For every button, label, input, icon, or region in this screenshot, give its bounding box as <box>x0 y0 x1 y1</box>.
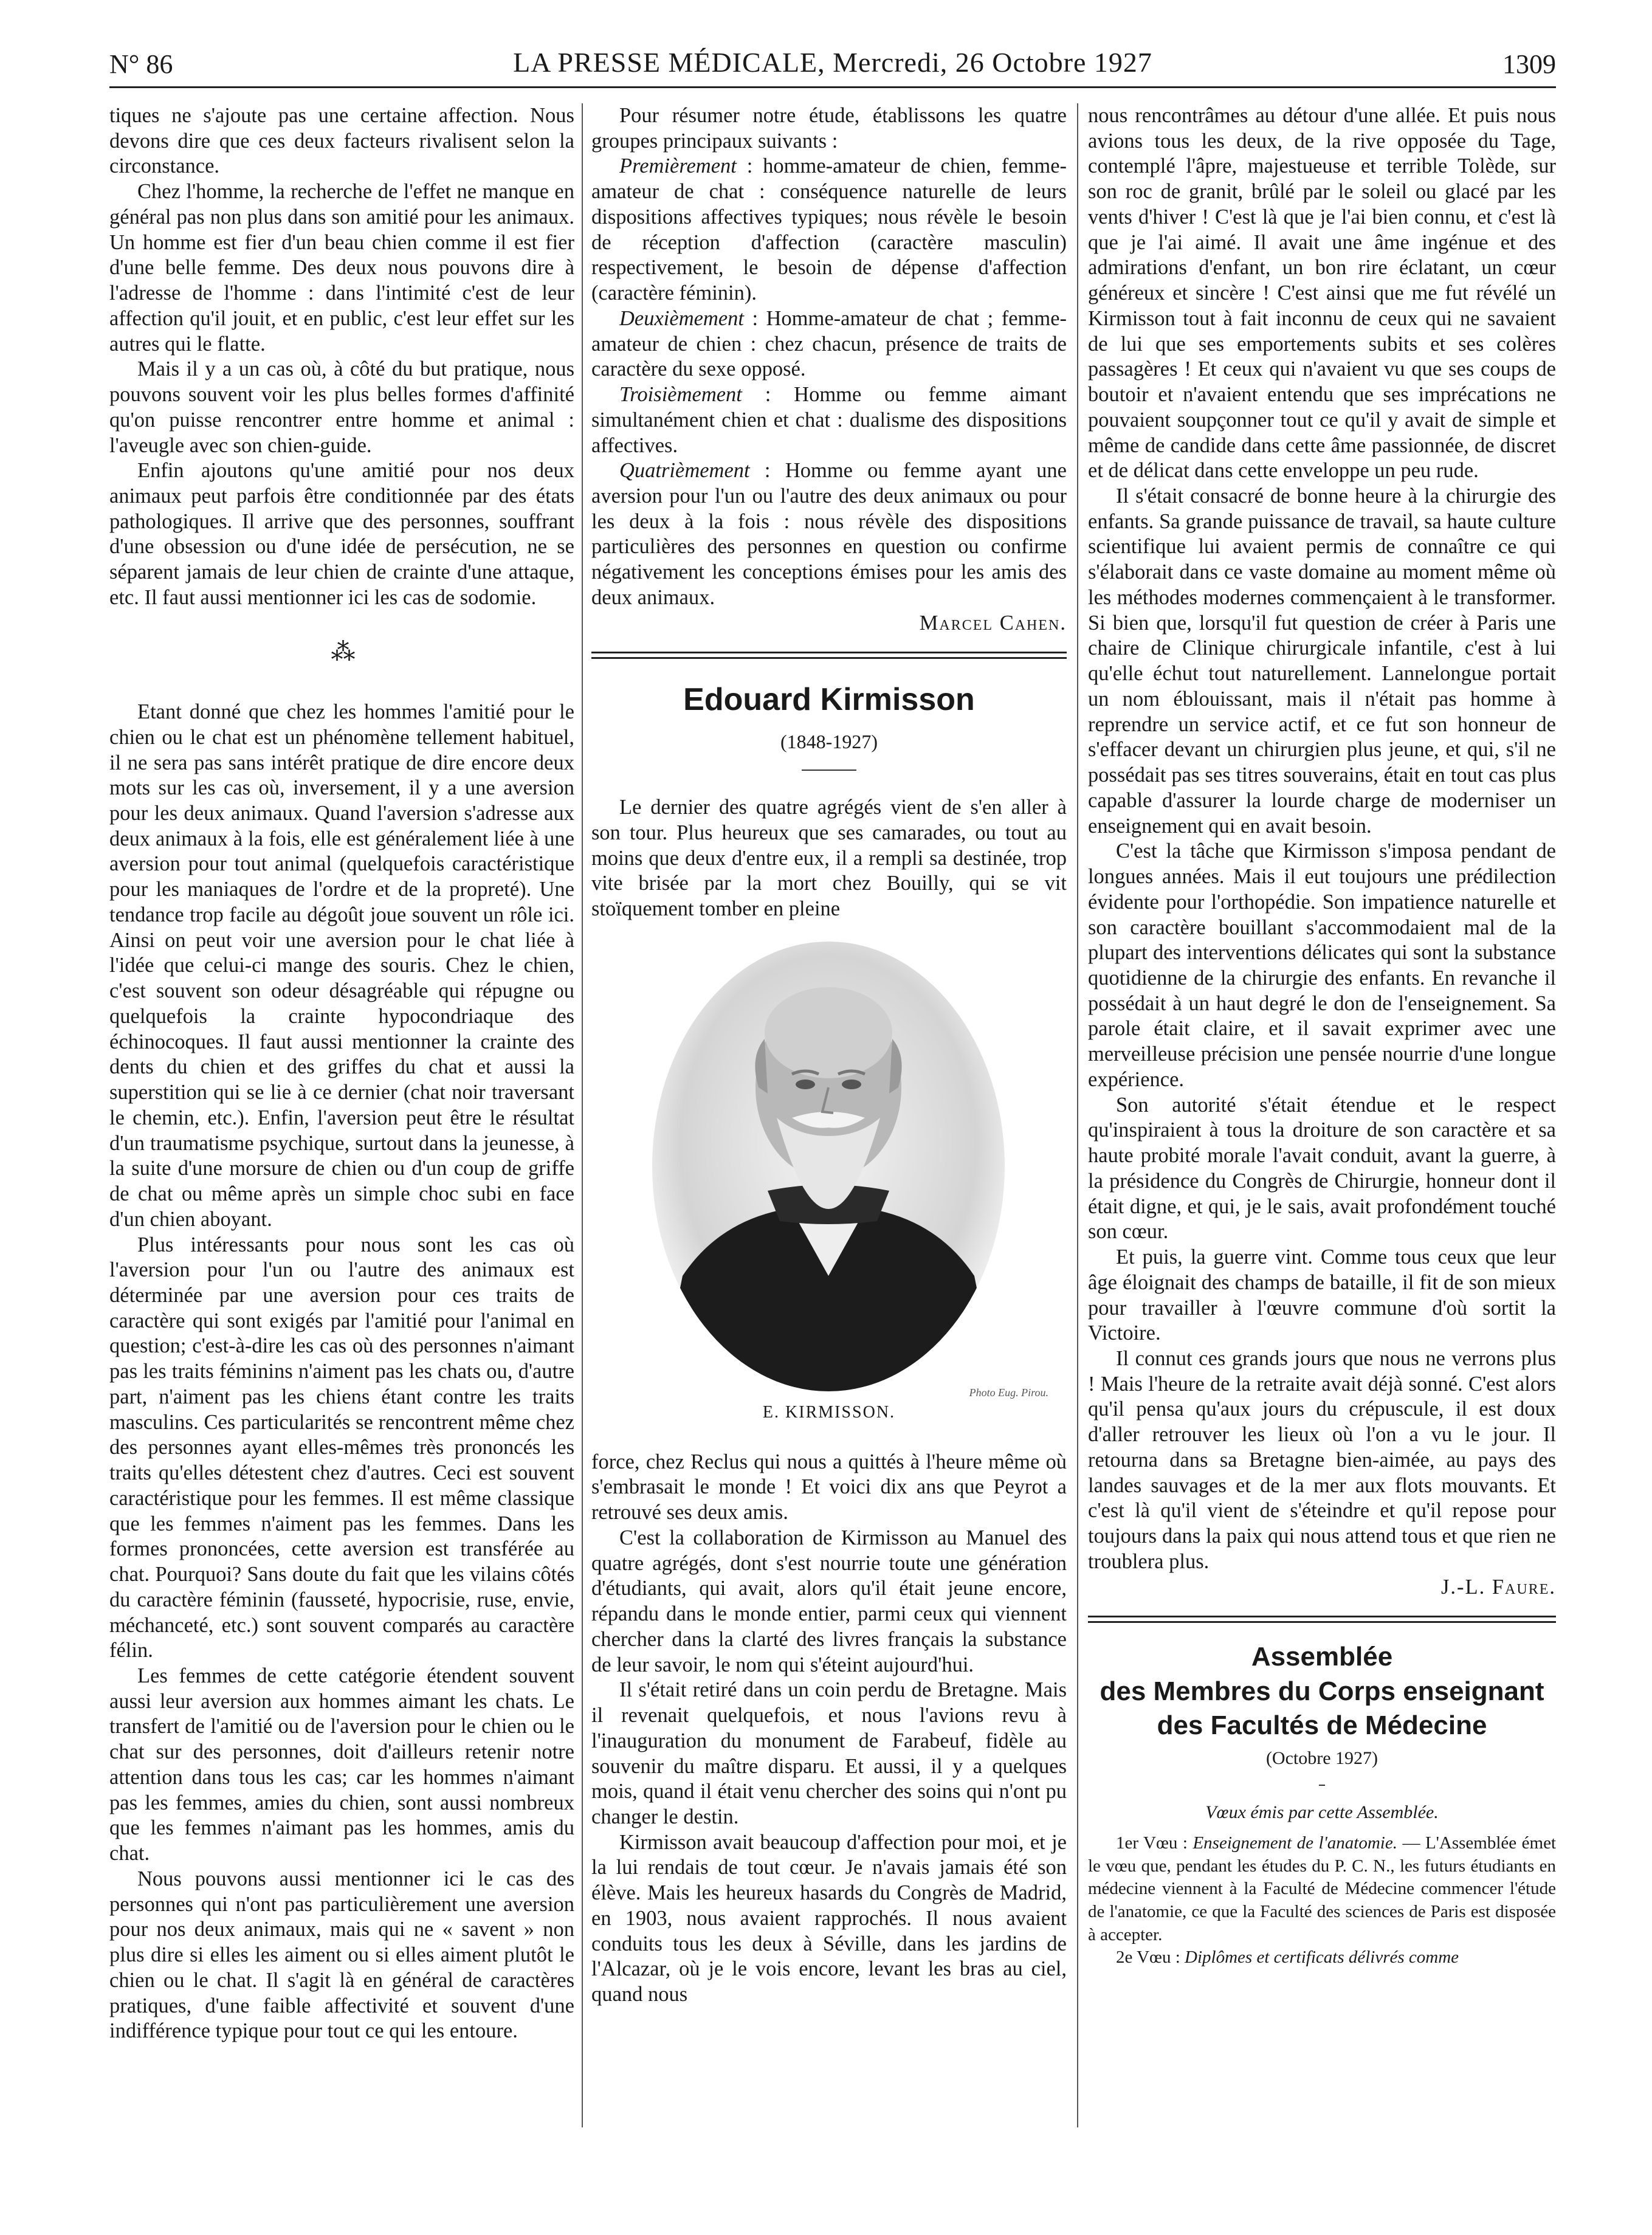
column-3 <box>1088 103 1556 1969</box>
column-1 <box>109 103 574 2044</box>
author-signature: Marcel Cahen. <box>919 611 1067 635</box>
voeu-number: 1er Vœu <box>1116 1833 1178 1853</box>
paragraph: force, chez Reclus qui nous a quittés à l'heure même où s'embrasait le monde ! Et voici dix ans que Peyrot a retrouvé ses deux amis. <box>591 1450 1067 1524</box>
paragraph: Son autorité s'était étendue et le respect qu'inspiraient à tous la droiture de son caractère et sa haute probité morale l'avait conduit, avant la guerre, à la présidence du Congrès de Chirurgie, honneur dont il était digne, et qui, je le sais, avait profondément touché son cœur. <box>1088 1093 1556 1244</box>
column-divider <box>582 103 583 2127</box>
paragraph: Il connut ces grands jours que nous ne verrons plus ! Mais l'heure de la retraite avait déjà sonné. C'est alors qu'il pensa qu'aux jours du crépuscule, il est doux d'aller retrouver les lieux où l'on a vu le jour. Il retourna dans sa Bretagne bien-aimée, au pays des landes sauvages et de la mer aux flots mouvants. Et c'est là qu'il vient de s'éteindre et qu'il repose pour toujours dans la paix qui nous attend tous et que rien ne troublera plus. <box>1088 1346 1556 1573</box>
voeu-title: Diplômes et certificats délivrés comme <box>1185 1947 1459 1968</box>
voeux-heading: Vœux émis par cette Assemblée. <box>1205 1802 1439 1822</box>
paragraph: Il s'était retiré dans un coin perdu de Bretagne. Mais il revenait quelquefois, et nous l'avions revu à l'inauguration du monument de Farabeuf, fidèle au souvenir du maître disparu. Et aussi, il y a quelques mois, quand il était venu chercher des soins qui n'ont pu changer le destin. <box>591 1678 1067 1828</box>
paragraph: C'est la tâche que Kirmisson s'imposa pendant de longues années. Mais il eut toujours une prédilection évidente pour l'orthopédie. Son impatience naturelle et son caractère bouillant s'accommodaient mal de la plupart des interventions délicates qui sont la substance quotidienne de la chirurgie des enfants. En revanche il possédait à un haut degré le don de l'enseignement. Sa parole était claire, et il savait exprimer avec une merveilleuse précision une pensée nourrie d'une longue expérience. <box>1088 839 1556 1091</box>
paragraph: Le dernier des quatre agrégés vient de s'en aller à son tour. Plus heureux que ses camarades, ou tout au moins que deux d'entre eux, il a rempli sa destinée, trop vite brisée par la mort chez Bouilly, qui se vit stoïquement tomber en pleine <box>591 796 1067 920</box>
paragraph: Kirmisson avait beaucoup d'affection pour moi, et je la lui rendais de tout cœur. Je n'avais jamais été son élève. Mais les heureux hasards du Congrès de Madrid, en 1903, nous avaient rapprochés. Il nous avaient conduits tous les deux à Séville, dans les jardins de l'Alcazar, où je le vois encore, levant les bras au ciel, quand nous <box>591 1830 1067 2006</box>
group-label: Quatrièmement <box>619 459 750 483</box>
paragraph: Nous pouvons aussi mentionner ici le cas des personnes qui n'ont pas particulièrement une aversion pour nos deux animaux, mais qui ne « savent » non plus dire si elles les aiment ou si elles aiment plutôt le chien ou le chat. Il s'agit là en général de caractères pratiques, d'une faible affectivité et souvent d'une indifférence typique pour tout ce qui les entoure. <box>109 1867 574 2043</box>
group-text: : homme-amateur de chien, femme-amateur de chat : conséquence naturelle de leurs dispositions affectives typiques; nous révèle le besoin de réception d'affection (caractère masculin) respectivement, le besoin de dépense d'affection (caractère féminin). <box>591 154 1067 305</box>
paragraph: Mais il y a un cas où, à côté du but pratique, nous pouvons souvent voir les plus belles formes d'affinité qu'on puisse rencontrer entre homme et animal : l'aveugle avec son chien-guide. <box>109 357 574 457</box>
voeu-item: 2e Vœu : Diplômes et certificats délivrés comme <box>1116 1947 1459 1968</box>
paragraph <box>591 306 1067 382</box>
article-title: Edouard Kirmisson <box>683 682 975 718</box>
page-number: 1309 <box>1502 49 1556 79</box>
group-label: Premièrement <box>619 154 737 178</box>
paragraph: Plus intéressants pour nous sont les cas où l'aversion pour l'un ou l'autre des animaux est déterminée par une aversion pour ces traits de caractère qui sont exigés par l'amitié pour l'animal en question; c'est-à-dire les cas où des personnes n'aimant pas les traits féminins n'aiment pas les chats ou, d'autre part, n'aiment pas les chiens étant contre les traits masculins. Ces particularités se rencontrent même chez des personnes ayant elles-mêmes très prononcés les traits qu'elles détestent chez d'autres. Ceci est souvent caractéristique pour les femmes. Il est même classique que les femmes n'aiment pas les femmes. Dans les formes prononcées, cette aversion est transférée au chat. Pourquoi? Sans doute du fait que les vilains côtés du caractère féminin (fausseté, hypocrisie, ruse, envie, méchanceté, etc.) sont souvent comparés au caractère félin. <box>109 1233 574 1662</box>
author-signature: J.-L. Faure. <box>1440 1575 1556 1599</box>
section-title <box>1088 1640 1556 1743</box>
paragraph <box>591 382 1067 458</box>
photo-credit: Photo Eug. Pirou. <box>969 1386 1048 1399</box>
voeu-number: 2e Vœu <box>1116 1947 1171 1968</box>
section-title-line: des Facultés de Médecine <box>1157 1710 1487 1740</box>
article-dates: (1848-1927) <box>780 731 878 753</box>
paragraph: Etant donné que chez les hommes l'amitié pour le chien ou le chat est un phénomène tellement habituel, il ne sera pas sans intérêt pratique de dire encore deux mots sur les cas où, inversement, il y a une aversion pour les deux animaux. Quand l'aversion s'adresse aux deux animaux à la fois, elle est généralement liée à une aversion pour tout animal (quelquefois caractéristique pour les maniaques de l'ordre et de la propreté). Une tendance trop facile au dégoût joue souvent un rôle ici. Ainsi on peut voir une aversion pour le chat liée à l'idée que celui-ci mange des souris. Chez le chien, c'est souvent son odeur désagréable qui répugne ou quelquefois la crainte hypocondriaque des échinocoques. Il faut aussi mentionner la crainte des dents du chien et des griffes du chat et aussi la superstition qui se lie à ce dernier (chat noir traversant le chemin, etc.). Enfin, l'aversion peut être le résultat d'un traumatisme psychique, surtout dans la jeunesse, à la suite d'une morsure de chien ou d'un coup de griffe de chat ou même après un simple choc subi en face d'un chien aboyant. <box>109 700 574 1231</box>
asterism-separator: ⁂ <box>331 638 353 666</box>
paragraph <box>591 458 1067 610</box>
column-divider <box>1077 103 1078 2127</box>
voeu-text: — L'Assemblée émet le vœu que, pendant les études du P. C. N., les futurs étudiants en médecine viennent à la Faculté de Médecine commencer l'étude de l'anatomie, ce que la Faculté des sciences de Paris est disposée à accepter. <box>1088 1833 1557 1944</box>
paragraph: Et puis, la guerre vint. Comme tous ceux que leur âge éloignait des champs de bataille, il fit de son mieux pour travailler à l'œuvre commune d'où sortit la Victoire. <box>1088 1245 1556 1345</box>
page-header <box>109 44 1556 88</box>
group-label: Deuxièmement <box>619 306 744 330</box>
paragraph: Il s'était consacré de bonne heure à la chirurgie des enfants. Sa grande puissance de travail, sa haute culture scientifique lui avaient permis de connaître ce qui s'élaborait dans ce vaste domaine au moment même où les méthodes modernes commençaient à le transformer. Si bien que, lorsqu'il fut question de créer à Paris une chaire de Clinique chirurgicale infantile, c'est à lui qu'elle échut tout naturellement. Lannelongue portait un nom éblouissant, mais il n'était pas homme à reprendre un service actif, et ce fut son honneur de s'effacer devant un chirurgien plus jeune, et qui, s'il ne possédait pas ses titres souverains, était en tout cas plus capable d'assurer la lourde charge de moderniser un enseignement qui en avait besoin. <box>1088 484 1556 838</box>
journal-title: LA PRESSE MÉDICALE, Mercredi, 26 Octobre 1927 <box>513 47 1152 78</box>
section-title-line: Assemblée <box>1251 1642 1393 1672</box>
paragraph: tiques ne s'ajoute pas une certaine affection. Nous devons dire que ces deux facteurs rivalisent selon la circonstance. <box>109 104 574 178</box>
portrait-figure <box>591 935 1067 1434</box>
short-divider <box>1319 1785 1325 1786</box>
paragraph: Enfin ajoutons qu'une amitié pour nos deux animaux peut parfois être conditionnée par des états pathologiques. Il arrive que des personnes, souffrant d'une obsession ou d'une idée de persécution, ne se séparent jamais de leur chien de crainte d'une attaque, etc. Il faut aussi mentionner ici les cas de sodomie. <box>109 459 574 609</box>
paragraph: Les femmes de cette catégorie étendent souvent aussi leur aversion aux hommes aimant les chats. Le transfert de l'amitié ou de l'aversion pour le chien ou le chat sur des personnes, doit d'ailleurs retenir notre attention dans tous les cas; car les hommes n'aimant pas les femmes, amies du chien, sont aussi nombreux que les femmes n'aimant pas les hommes, amis du chat. <box>109 1664 574 1865</box>
group-text: : Homme-amateur de chat ; femme-amateur de chien : chez chacun, présence de traits de caractère du sexe opposé. <box>591 306 1067 381</box>
group-text: : Homme ou femme aimant simultanément chien et chat : dualisme des dispositions affectives. <box>591 383 1067 457</box>
portrait-photo <box>646 935 1011 1397</box>
short-divider <box>802 770 856 771</box>
section-double-rule <box>1088 1616 1556 1623</box>
section-date: (Octobre 1927) <box>1265 1748 1378 1769</box>
photo-caption: E. KIRMISSON. <box>762 1402 896 1422</box>
column-2 <box>591 103 1067 2008</box>
group-text: : Homme ou femme ayant une aversion pour l'un ou l'autre des deux animaux ou pour les deux à la fois : nous révèle des dispositions particulières des personnes en question ou confirme négativement les conceptions émises pour les amis des deux animaux. <box>591 459 1067 609</box>
group-label: Troisièmement <box>619 383 742 407</box>
voeu-item: 1er Vœu : Enseignement de l'anatomie. — L'Assemblée émet le vœu que, pendant les études du P. C. N., les futurs étudiants en médecine viennent à la Faculté de Médecine commencer l'étude de l'anatomie, ce que la Faculté des sciences de Paris est disposée à accepter. <box>1088 1833 1557 1944</box>
paragraph: Pour résumer notre étude, établissons les quatre groupes principaux suivants : <box>591 104 1067 153</box>
issue-number: N° 86 <box>109 49 173 79</box>
paragraph: Chez l'homme, la recherche de l'effet ne manque en général pas non plus dans son amitié pour les animaux. Un homme est fier d'un beau chien comme il est fier d'une belle femme. Des deux nous pouvons dire à l'adresse de l'homme : dans l'intimité c'est de leur affection qu'il jouit, et en public, c'est leur effet sur les autres qui le flatte. <box>109 180 574 356</box>
section-double-rule <box>591 652 1067 659</box>
section-title-line: des Membres du Corps enseignant <box>1100 1676 1544 1706</box>
paragraph <box>591 154 1067 306</box>
voeu-title: Enseignement de l'anatomie. <box>1193 1833 1397 1853</box>
paragraph: nous rencontrâmes au détour d'une allée. Et puis nous avions tous les deux, de la rive opposée du Tage, contemplé l'âpre, majestueuse et terrible Tolède, sur son roc de granit, brûlé par le soleil ou glacé par les vents d'hiver ! C'est là que je l'ai bien connu, et c'est là que je l'ai aimé. Il avait une âme ingénue et des admirations d'enfant, un bon rire éclatant, un cœur généreux et sincère ! C'est ainsi que me fut révélé un Kirmisson tout à fait inconnu de ceux qui ne savaient de lui que ses emportements subits et ses colères passagères ! Et ceux qui n'avaient vu que ses coups de boutoir et n'avaient entendu que ses imprécations ne pouvaient soupçonner tout ce qu'il y avait de simple et même de candide dans cette âme passionnée, de discret et de délicat dans cette enveloppe un peu rude. <box>1088 104 1556 483</box>
paragraph: C'est la collaboration de Kirmisson au Manuel des quatre agrégés, dont s'est nourrie toute une génération d'étudiants, qui avait, alors qu'il était jeune encore, répandu dans le monde entier, parmi ceux qui viennent chercher dans la clarté des livres français la substance de leur savoir, le nom qui s'éteint aujourd'hui. <box>591 1526 1067 1676</box>
